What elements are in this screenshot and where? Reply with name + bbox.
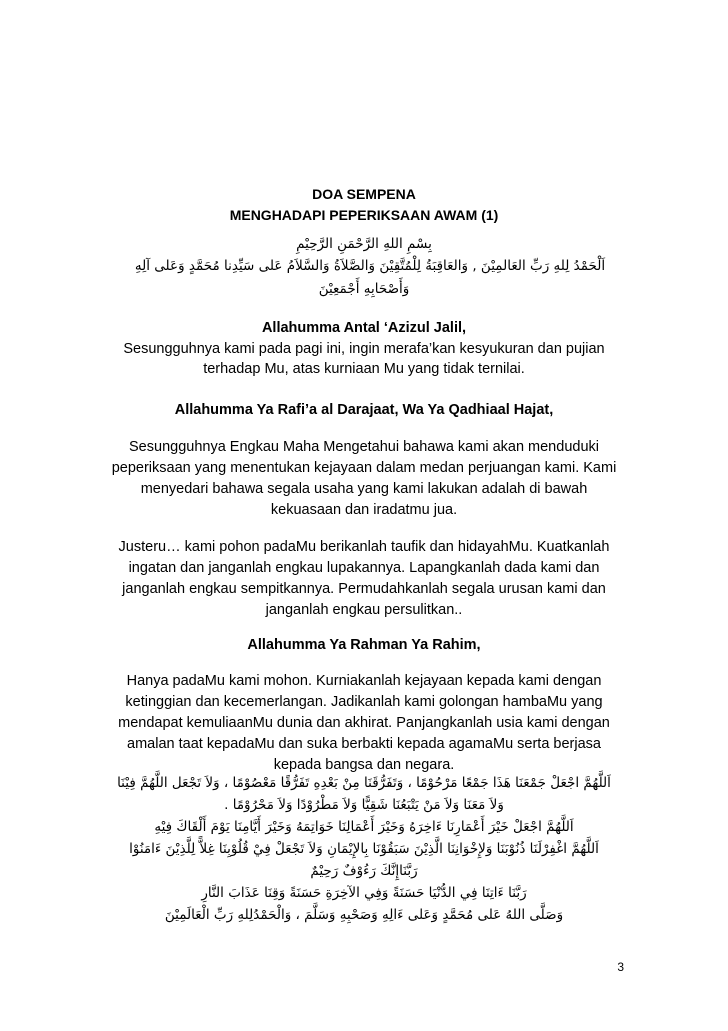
paragraph-examination: Sesungguhnya Engkau Maha Mengetahui bahawa kami akan menduduki peperiksaan yang menentukan kejayaan dalam medan perjuangan kami. Kami menyedari bahawa segala usaha yang kami lakukan adalah di bawah kekuasaan dan iradatmu jua. (111, 439, 617, 518)
paragraph-gratitude: Sesungguhnya kami pada pagi ini, ingin merafa’kan kesyukuran dan pujian terhadap Mu, atas kurniaan Mu yang tidak ternilai. (123, 341, 605, 377)
closing-arabic-line: رَبَّنَاإِنَّكَ رَءُوْفٌ رَحِيْمٌ (310, 863, 418, 879)
basmalah: بِسْمِ اللهِ الرَّحْمَنِ الرَّحِيْمِ (296, 236, 432, 252)
closing-arabic-line: اَللَّهُمَّ اغْفِرْلَنَا ذُنُوْبَنَا وَلإِخْوَانِنَا الَّذِيْنَ سَبَقُوْنَا بِالإِيْمَانِ وَلاَ تَجْعَلْ فِيْ قُلُوْبِنَا غِلاًّ لِلَّذِيْنَ ءَامَنُوْا (129, 841, 599, 857)
closing-arabic-prayers (84, 772, 644, 926)
page-number: 3 (617, 960, 624, 974)
opening-arabic-line-1: اَلْحَمْدُ لِلهِ رَبِّ العَالمِيْنَ , وَالعَاقِبَةُ لِلْمُتَّقِيْنَ وَالصَّلاَةُ وَالسَّلاَمُ عَلى سَيِّدِنا مُحَمَّدٍ وَعَلى آلِهِ (134, 258, 606, 274)
closing-arabic-line: اَللَّهُمَّ اجْعَلْ جَمْعَنَا هَذَا جَمْعًا مَرْحُوْمًا ، وَتَفَرُّقَنَا مِنْ بَعْدِهِ تَفَرُّقًا مَعْصُوْمًا ، وَلاَ تَجْعَل اللَّهُمَّ فِيْنَا (117, 775, 611, 791)
document-title-line-1: DOA SEMPENA (312, 186, 416, 202)
closing-arabic-line: رَبَّنَا ءَاتِنَا فِي الدُّنْيَا حَسَنَةً وَفِي الآخِرَةِ حَسَنَةً وَقِنَا عَذَابَ النَّارِ (201, 885, 527, 901)
paragraph-justeru: Justeru… kami pohon padaMu berikanlah taufik dan hidayahMu. Kuatkanlah ingatan dan janganlah engkau lupakannya. Lapangkanlah dada kami dan janganlah engkau sempitkannya. Permudahkanlah segala urusan kami dan janganlah engkau persulitkan.. (118, 539, 610, 618)
heading-antal-azizul-jalil: Allahumma Antal ‘Azizul Jalil, (261, 320, 467, 336)
heading-rahman-rahim: Allahumma Ya Rahman Ya Rahim, (247, 637, 481, 653)
document-title-line-2: MENGHADAPI PEPERIKSAAN AWAM (1) (229, 207, 499, 223)
closing-arabic-line: وَصَلَّى اللهُ عَلى مُحَمَّدٍ وَعَلى ءَالِهِ وَصَحْبِهِ وَسَلَّمَ ، وَالْحَمْدُلِلهِ رَبِّ الْعَالَمِيْنَ (164, 907, 564, 923)
closing-arabic-line: وَلاَ مَعَنَا وَلاَ مَنْ يَتْبَعُنَا شَقِيًّا وَلاَ مَطْرُوْدًا وَلاَ مَحْرُوْمًا . (224, 797, 504, 813)
paragraph-success-request: Hanya padaMu kami mohon. Kurniakanlah kejayaan kepada kami dengan ketinggian dan kecemerlangan. Jadikanlah kami golongan hambaMu yang mendapat kemuliaanMu dunia dan akhirat. Panjangkanlah usia kami dengan amalan taat kepadaMu dan suka berbakti kepada agamaMu serta berjasa kepada bangsa dan negara. (118, 673, 610, 773)
heading-rafia-al-darajaat: Allahumma Ya Rafi’a al Darajaat, Wa Ya Qadhiaal Hajat, (174, 402, 554, 418)
closing-arabic-line: اَللَّهُمَّ اجْعَلْ خَيْرَ أَعْمَارِنَا ءَاخِرَهُ وَخَيْرَ أَعْمَالِنَا خَوَاتِمَهُ وَخَيْرَ أَيَّامِنَا يَوْمَ أَلْقَاكَ فِيْهِ (154, 819, 574, 835)
opening-arabic-line-2: وَأَصْحَابِهِ أَجْمَعِيْنَ (318, 281, 410, 297)
